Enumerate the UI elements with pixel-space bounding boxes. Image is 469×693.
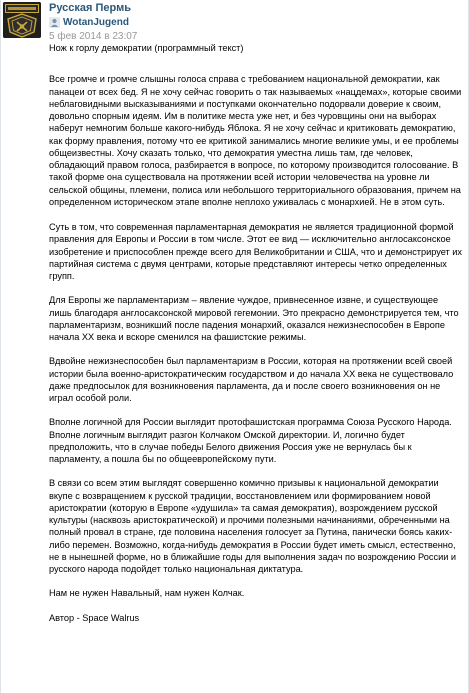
author-name-link[interactable]: WotanJugend xyxy=(63,16,129,28)
post-paragraph: В связи со всем этим выглядят совершенно комично призывы к национальной демократии вкупе с возвращением к русской традиции, восстановлением или формированием новой аристократии (которую в Европе «удушила» та самая демократия), возрождением русской культуры (насквозь аристократической) и прочими полезными начинаниями, обреченными на полный провал в стране, где половина населения голосует за Путина, панически боясь каких-либо перемен. Возможно, когда-нибудь демократия в России будет иметь смысл, естественно, не в нынешней форме, но в ближайшие годы для выполнения задач по возрождению России и русского народа подойдет только национальная диктатура. xyxy=(49,478,457,574)
post-text xyxy=(49,42,463,636)
group-avatar[interactable] xyxy=(3,2,41,38)
user-icon xyxy=(49,17,60,28)
post-header xyxy=(49,2,462,43)
post-paragraph: Суть в том, что современная парламентарная демократия не является традиционной формой правления для Европы и России в том числе. Этот ее вид — исключительно англосаксонское изобретение и приспособлен прежде всего для Великобритании и США, что и демонстрирует их партийная система с двумя центрами, которые представляют интересы четко определенных групп. xyxy=(49,222,463,281)
post-paragraph: Вполне логичной для России выглядит протофашистская программа Союза Русского Народа. Вполне логичным выглядит разгон Колчаком Омской директории. И, логично будет предположить, что в случае победы Белого движения Россия уже не вернулась бы к парламенту, а пошла бы по общеевропейскому пути. xyxy=(49,417,452,464)
group-emblem-icon xyxy=(3,2,41,38)
post-paragraph: Все громче и громче слышны голоса справа с требованием национальной демократии, как панацеи от всех бед. Я не хочу сейчас говорить о так называемых «нацдемах», которые своими неблаговидными высказываниями и поступками окончательно подорвали доверие к своим, довольно спорным идеям. Им в политике места уже нет, и без чуровщины они на выборах наберут немногим больше какого-нибудь Яблока. Я не хочу сейчас и критиковать демократию, как форму правления, потому что ее критикой занимались многие великие умы, и ее проблемы общеизвестны. Хочу сказать только, что демократия уместна лишь там, где человек, обладающий правом голоса, разбирается в вопросе, по которому производится голосование. В такой форме она существовала на протяжении всей истории человечества на уровне ли сельской общины, племени, полиса или небольшого территориального образования, причем на определенном историческом этапе вполне неплохо уживалась с монархией. Не в этом суть. xyxy=(49,74,462,207)
post-paragraph: Нам не нужен Навальный, нам нужен Колчак. xyxy=(49,588,245,599)
post-signature: Автор - Space Walrus xyxy=(49,612,140,623)
post-date-link[interactable]: 5 фев 2014 в 23:07 xyxy=(49,31,138,42)
post-paragraph: Для Европы же парламентаризм – явление чуждое, привнесенное извне, и существующее лишь благодаря англосаксонской мировой гегемонии. Это прекрасно демонстрируется тем, что парламентаризм, возникший после падения монархий, оказался нежизнеспособен в Европе начала XX века и вскоре сменился на фашистские режимы. xyxy=(49,295,459,342)
group-name-link[interactable]: Русская Пермь xyxy=(49,2,132,14)
post-author xyxy=(49,16,462,29)
post-paragraph: Вдвойне нежизнеспособен был парламентаризм в России, которая на протяжении всей своей истории была военно-аристократическим государством и до начала XX века не существовало даже предпосылок для возникновения парламента, да и после своего возникновения он не играл особой роли. xyxy=(49,356,454,403)
post-title: Нож к горлу демократии (программный текст) xyxy=(49,43,244,53)
